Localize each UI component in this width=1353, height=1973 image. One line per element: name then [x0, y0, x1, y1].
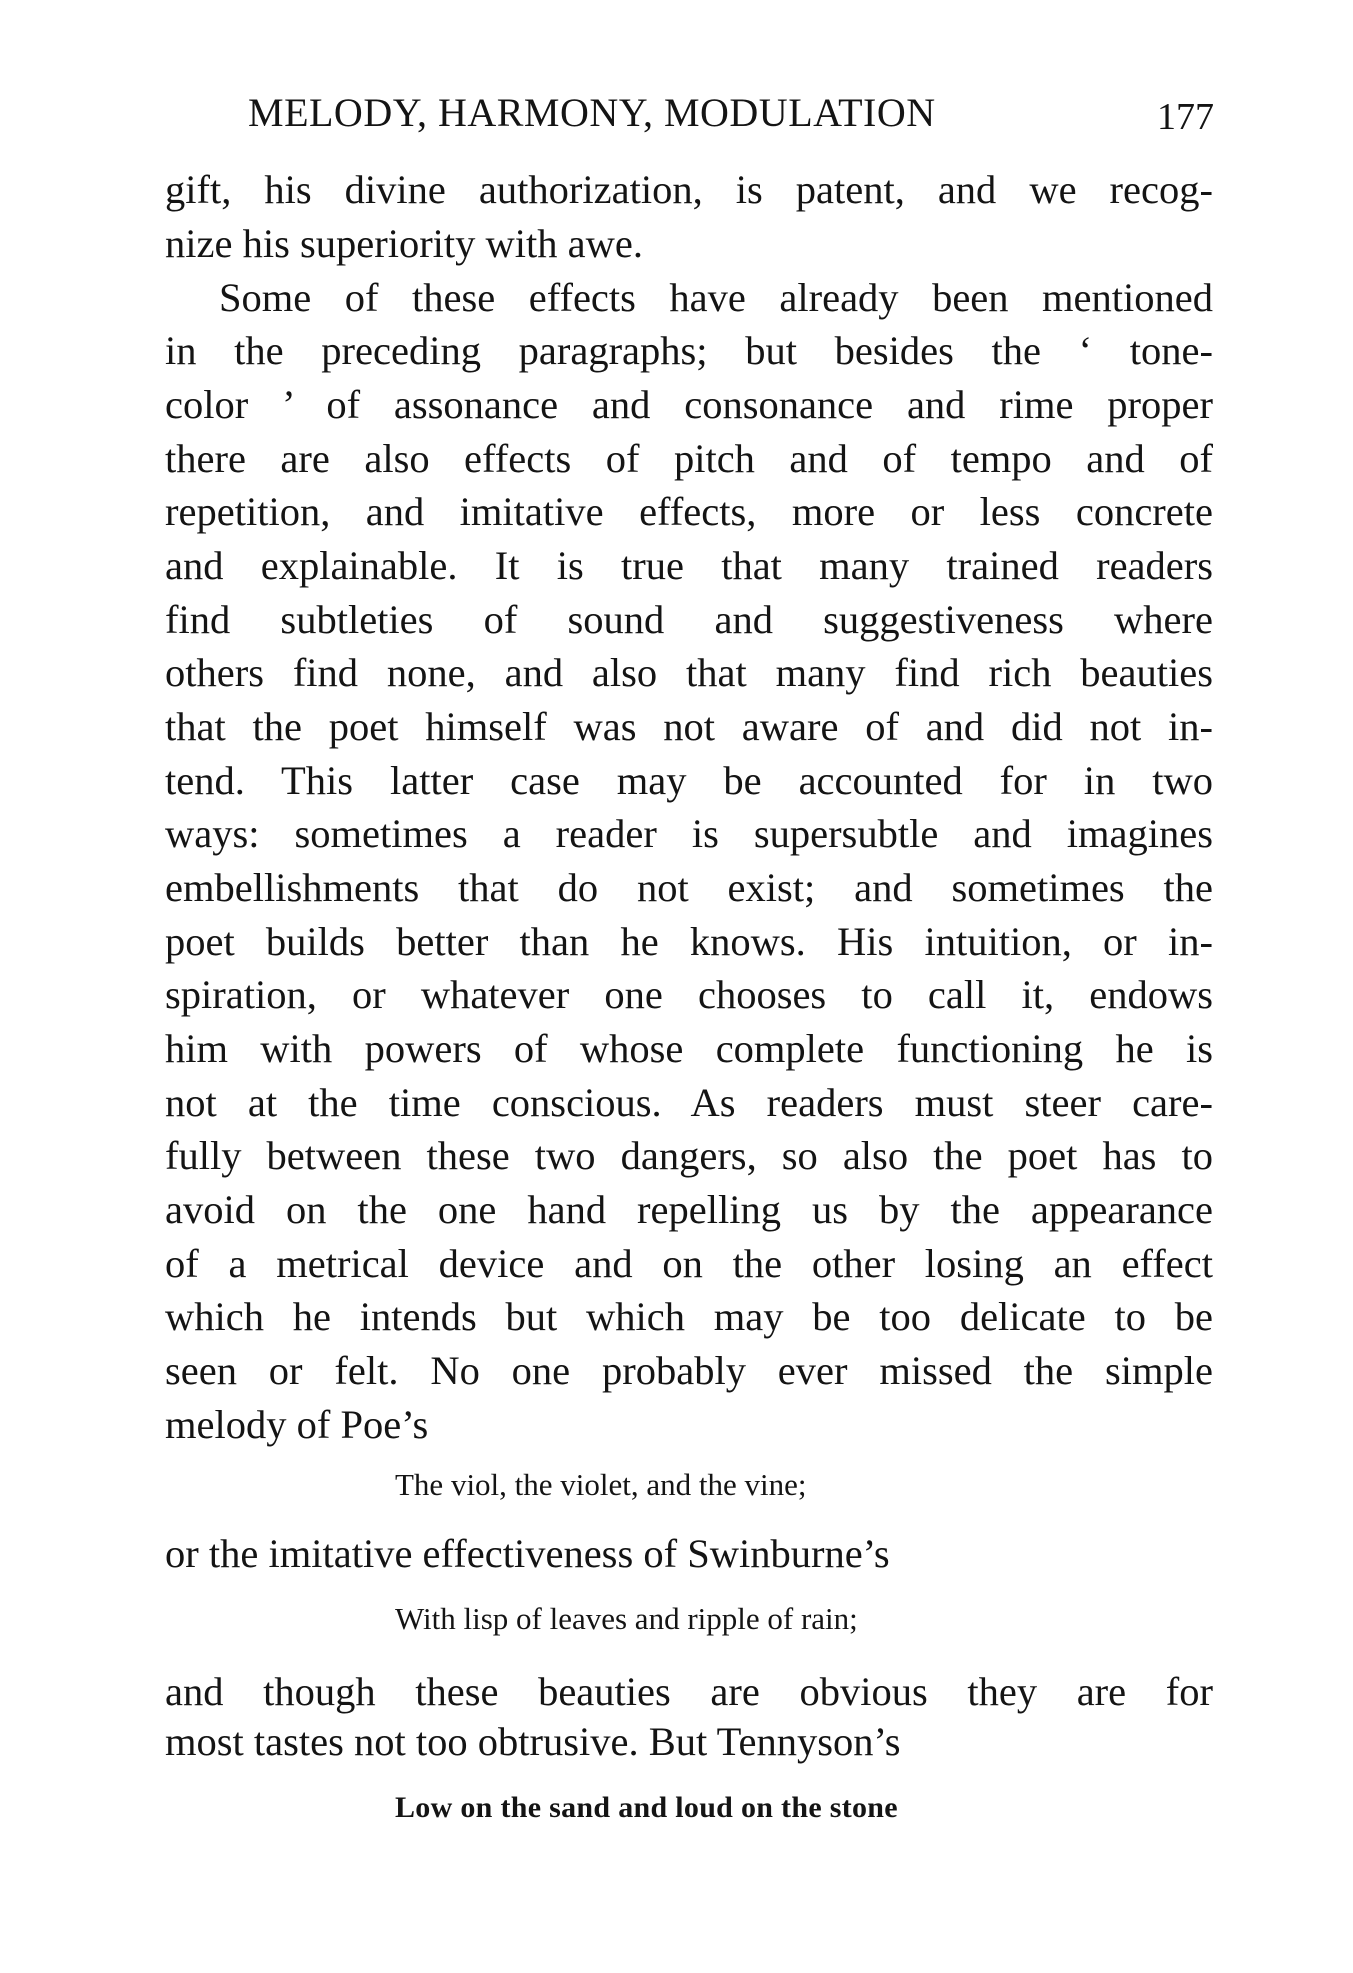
body-line: color ’ of assonance and consonance and rime proper: [165, 382, 1213, 427]
page-header: [248, 86, 1214, 140]
body-line: which he intends but which may be too delicate to be: [165, 1294, 1213, 1339]
body-line: that the poet himself was not aware of and did not in-: [165, 704, 1213, 749]
body-line: and though these beauties are obvious they are for: [165, 1669, 1213, 1714]
body-line: repetition, and imitative effects, more or less concrete: [165, 489, 1213, 534]
verse-quote-swinburne: With lisp of leaves and ripple of rain;: [395, 1601, 858, 1636]
body-line: avoid on the one hand repelling us by the appearance: [165, 1187, 1213, 1232]
body-line: most tastes not too obtrusive. But Tennyson’s: [165, 1719, 901, 1764]
body-line: find subtleties of sound and suggestiveness where: [165, 597, 1213, 642]
body-line: not at the time conscious. As readers must steer care-: [165, 1080, 1213, 1125]
body-line: nize his superiority with awe.: [165, 221, 644, 266]
verse-quote-tennyson: Low on the sand and loud on the stone: [395, 1791, 898, 1824]
body-line: ways: sometimes a reader is supersubtle and imagines: [165, 811, 1213, 856]
body-line: and explainable. It is true that many trained readers: [165, 543, 1213, 588]
body-line: others find none, and also that many find rich beauties: [165, 650, 1213, 695]
body-line: melody of Poe’s: [165, 1402, 429, 1447]
body-line: or the imitative effectiveness of Swinburne’s: [165, 1531, 890, 1576]
page-number: 177: [1157, 96, 1214, 138]
body-line: him with powers of whose complete functioning he is: [165, 1026, 1213, 1071]
body-line: gift, his divine authorization, is patent, and we recog-: [165, 167, 1213, 212]
body-line: Some of these effects have already been mentioned: [219, 275, 1213, 320]
body-line: embellishments that do not exist; and sometimes the: [165, 865, 1213, 910]
body-line: in the preceding paragraphs; but besides the ‘ tone-: [165, 328, 1213, 373]
body-line: tend. This latter case may be accounted for in two: [165, 758, 1213, 803]
body-line: there are also effects of pitch and of tempo and of: [165, 436, 1213, 481]
body-line: fully between these two dangers, so also the poet has to: [165, 1133, 1213, 1178]
body-line: of a metrical device and on the other losing an effect: [165, 1241, 1213, 1286]
verse-quote-poe: The viol, the violet, and the vine;: [395, 1467, 807, 1502]
running-title: MELODY, HARMONY, MODULATION: [248, 90, 936, 135]
body-line: spiration, or whatever one chooses to call it, endows: [165, 972, 1213, 1017]
body-line: poet builds better than he knows. His intuition, or in-: [165, 919, 1213, 964]
body-line: seen or felt. No one probably ever missed the simple: [165, 1348, 1213, 1393]
